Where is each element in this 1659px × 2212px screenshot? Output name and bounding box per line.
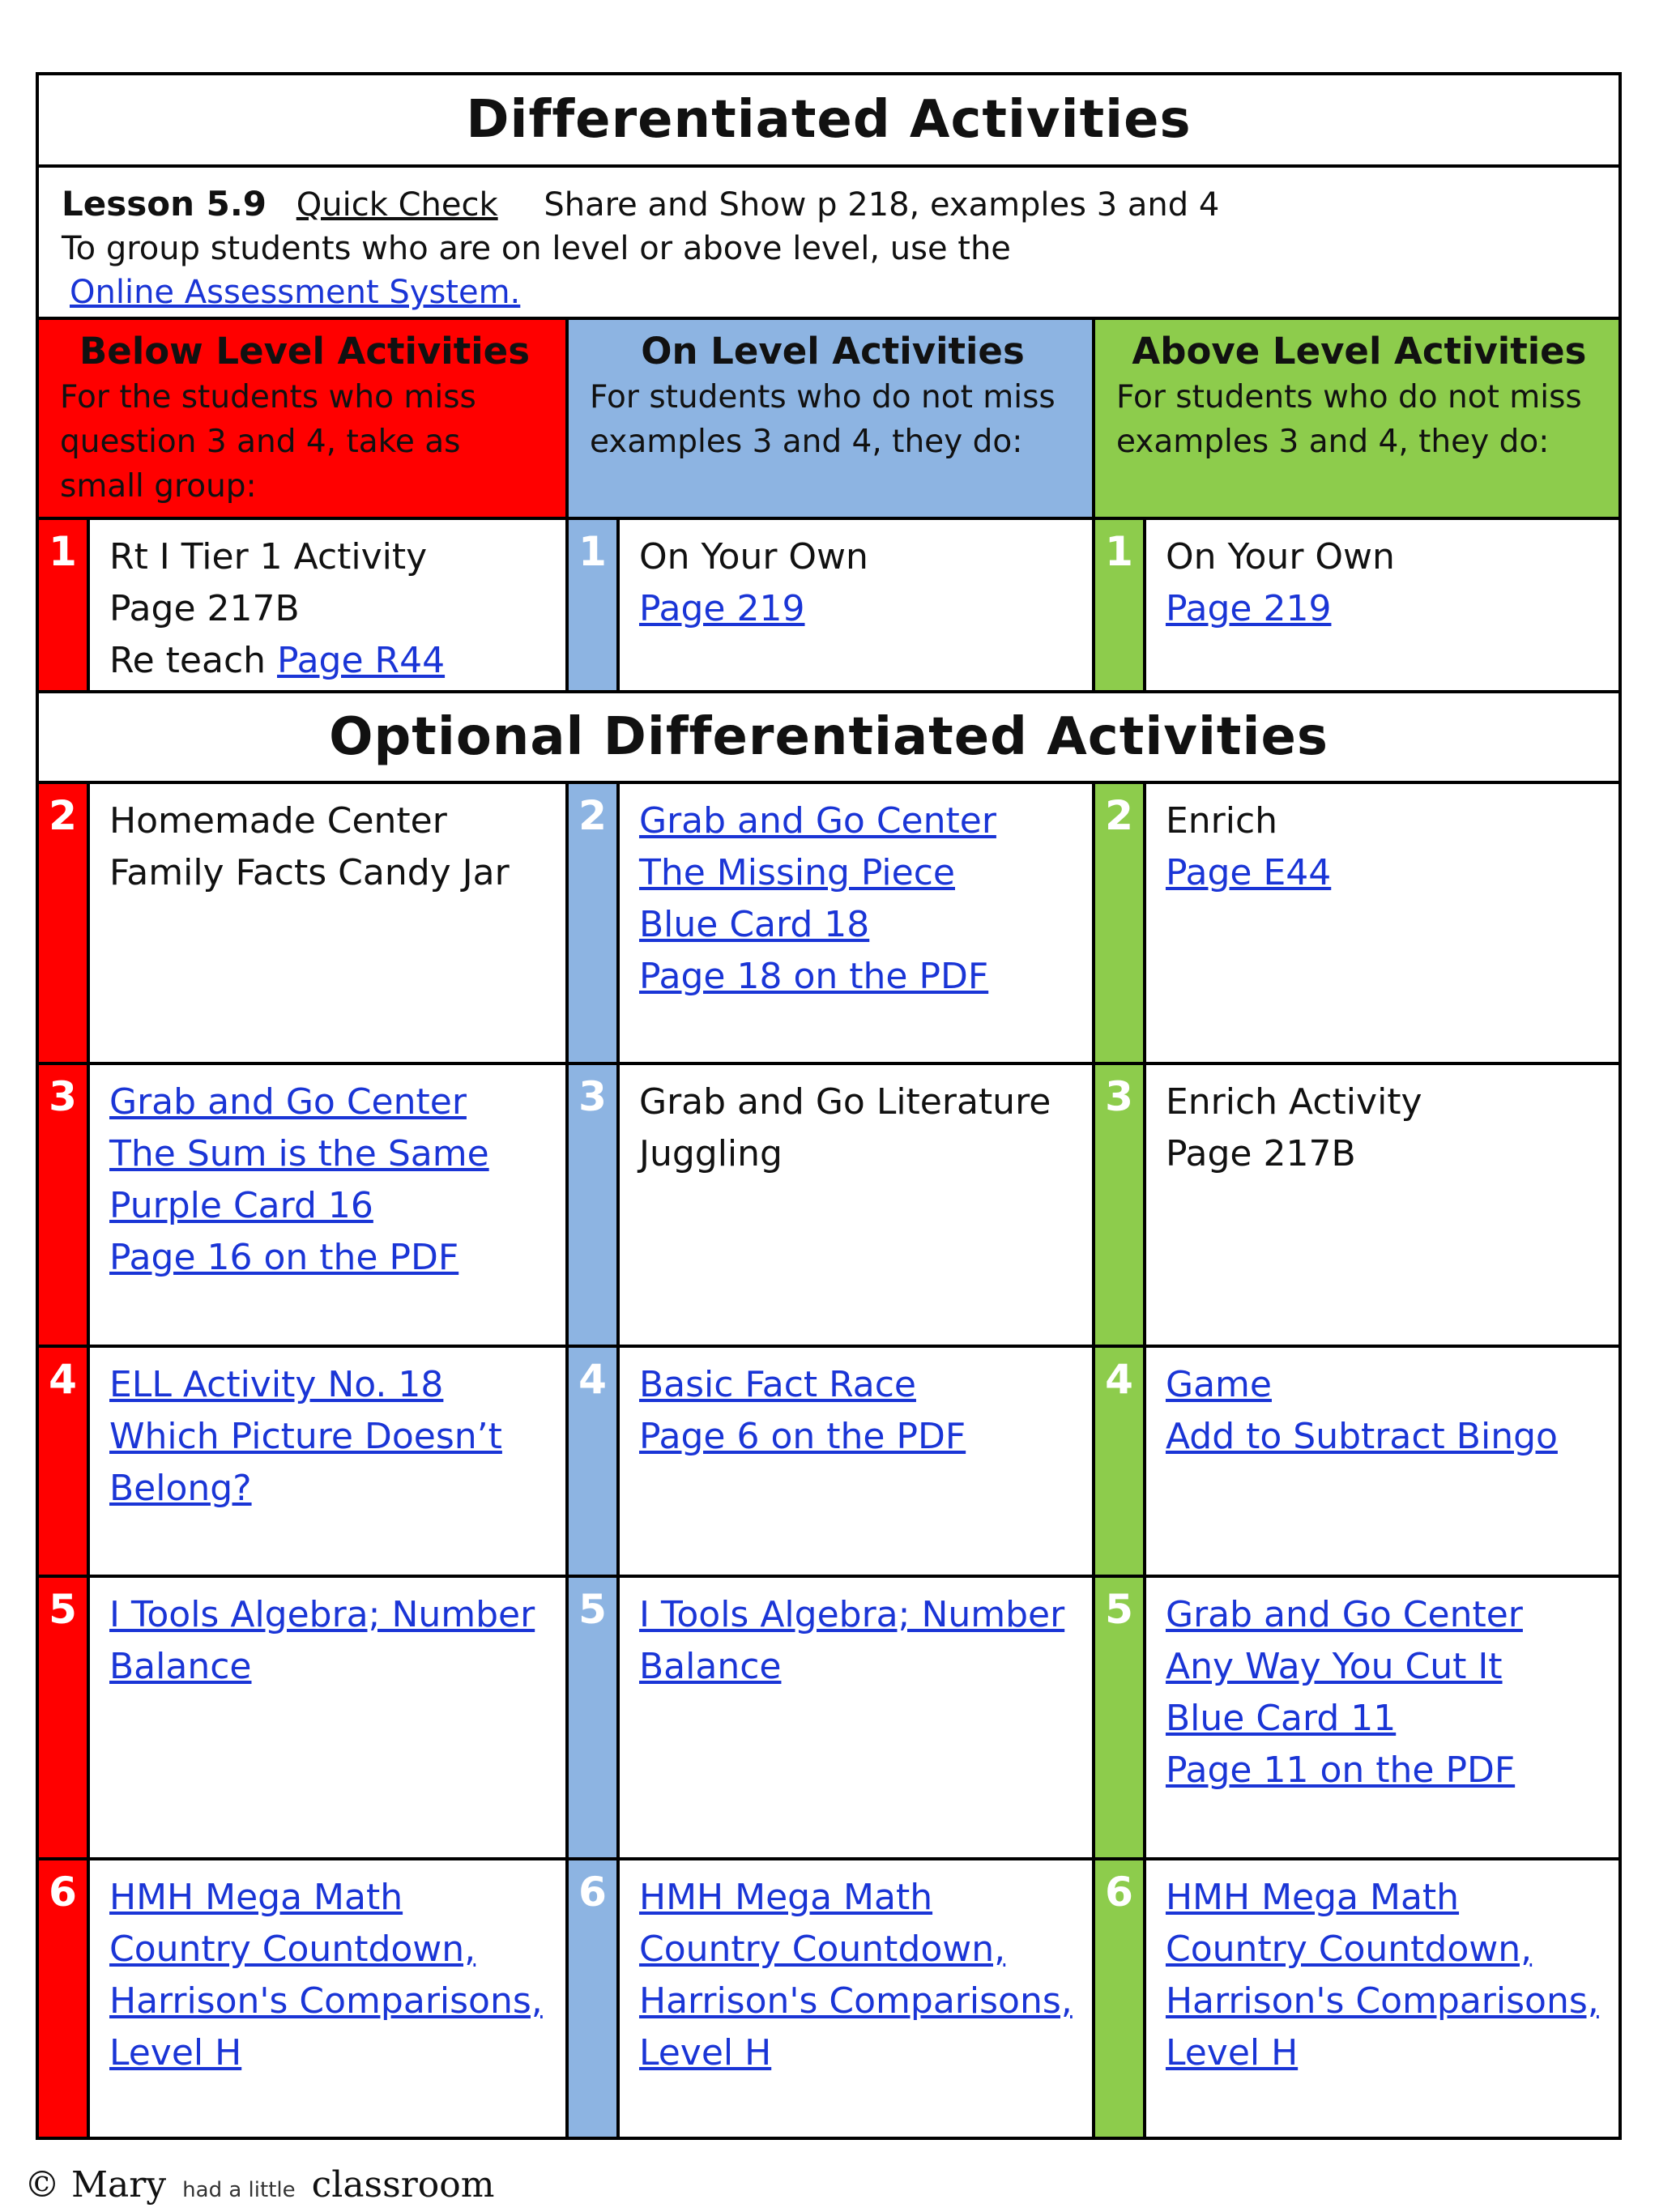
page-title: Differentiated Activities bbox=[39, 75, 1618, 168]
activity-line: Juggling bbox=[638, 1133, 783, 1174]
activity-link[interactable]: Country Countdown, bbox=[109, 1929, 476, 1970]
activity-link[interactable]: Belong? bbox=[109, 1468, 252, 1509]
activity-row-1 bbox=[39, 520, 1618, 693]
below-content-3 bbox=[90, 1065, 502, 1345]
activity-link[interactable]: I Tools Algebra; Number bbox=[638, 1594, 1065, 1635]
copyright-footer bbox=[24, 2164, 494, 2206]
on-level-desc: For students who do not miss examples 3 and 4, they do: bbox=[589, 379, 1056, 460]
above-content-6 bbox=[1146, 1860, 1612, 2137]
below-cell-2 bbox=[39, 784, 565, 1062]
below-level-desc: For the students who miss question 3 and 4, take as small group: bbox=[60, 379, 476, 505]
group-text: To group students who are on level or above level, use the bbox=[62, 230, 1011, 267]
row-number: 5 bbox=[1095, 1578, 1146, 1857]
row-number: 6 bbox=[1095, 1860, 1146, 2137]
activity-link[interactable]: Basic Fact Race bbox=[638, 1364, 916, 1405]
lesson-label: Lesson 5.9 bbox=[62, 184, 267, 224]
on-cell-6 bbox=[565, 1860, 1092, 2137]
activity-link[interactable]: Grab and Go Center bbox=[1165, 1594, 1523, 1635]
activity-line: Family Facts Candy Jar bbox=[109, 852, 510, 893]
row-number: 1 bbox=[39, 520, 90, 690]
row-number: 3 bbox=[39, 1065, 90, 1345]
reteach-link[interactable]: Page R44 bbox=[277, 640, 446, 681]
on-content-3 bbox=[620, 1065, 1064, 1345]
below-cell-1 bbox=[39, 520, 565, 690]
on-content-4 bbox=[620, 1348, 979, 1575]
activity-link[interactable]: The Missing Piece bbox=[638, 852, 955, 893]
below-level-title: Below Level Activities bbox=[79, 330, 530, 373]
row-number: 3 bbox=[569, 1065, 620, 1345]
above-content-2 bbox=[1146, 784, 1344, 1062]
activity-line bbox=[109, 635, 445, 687]
above-cell-4 bbox=[1092, 1348, 1618, 1575]
activity-link[interactable]: Harrison's Comparisons, bbox=[1165, 1980, 1599, 2022]
above-content-1 bbox=[1146, 520, 1408, 690]
activity-link[interactable]: Country Countdown, bbox=[1165, 1929, 1533, 1970]
below-cell-3 bbox=[39, 1065, 565, 1345]
activity-link[interactable]: HMH Mega Math bbox=[1165, 1877, 1460, 1918]
activity-link[interactable]: Game bbox=[1165, 1364, 1272, 1405]
row-number: 5 bbox=[39, 1578, 90, 1857]
activity-link[interactable]: HMH Mega Math bbox=[109, 1877, 403, 1918]
above-level-title: Above Level Activities bbox=[1132, 330, 1587, 373]
row-number: 3 bbox=[1095, 1065, 1146, 1345]
row-number: 2 bbox=[1095, 784, 1146, 1062]
below-cell-6 bbox=[39, 1860, 565, 2137]
footer-middle: had a little bbox=[182, 2178, 296, 2202]
on-cell-3 bbox=[565, 1065, 1092, 1345]
row-number: 5 bbox=[569, 1578, 620, 1857]
activity-link[interactable]: Page E44 bbox=[1165, 852, 1332, 893]
on-content-6 bbox=[620, 1860, 1085, 2137]
activity-link[interactable]: ELL Activity No. 18 bbox=[109, 1364, 444, 1405]
on-cell-5 bbox=[565, 1578, 1092, 1857]
activity-link[interactable]: Any Way You Cut It bbox=[1165, 1646, 1503, 1687]
below-cell-5 bbox=[39, 1578, 565, 1857]
activity-row-3 bbox=[39, 1065, 1618, 1348]
above-level-header bbox=[1092, 320, 1618, 517]
activity-link[interactable]: Blue Card 11 bbox=[1165, 1698, 1397, 1739]
on-content-2 bbox=[620, 784, 1009, 1062]
activity-link[interactable]: Page 11 on the PDF bbox=[1165, 1750, 1516, 1791]
above-level-desc: For students who do not miss examples 3 and 4, they do: bbox=[1115, 379, 1582, 460]
activity-link[interactable]: Add to Subtract Bingo bbox=[1165, 1416, 1558, 1457]
above-cell-1 bbox=[1092, 520, 1618, 690]
activity-line: Homemade Center bbox=[109, 800, 447, 842]
on-level-header bbox=[565, 320, 1092, 517]
activity-link[interactable]: Which Picture Doesn’t bbox=[109, 1416, 502, 1457]
activity-line: Rt I Tier 1 Activity bbox=[109, 536, 428, 578]
row-number: 6 bbox=[39, 1860, 90, 2137]
below-content-4 bbox=[90, 1348, 515, 1575]
quick-check-link[interactable]: Quick Check bbox=[296, 186, 498, 224]
on-content-1 bbox=[620, 520, 881, 690]
activity-link[interactable]: Level H bbox=[638, 2032, 772, 2073]
reteach-label: Re teach bbox=[109, 640, 278, 681]
activity-link[interactable]: Purple Card 16 bbox=[109, 1185, 373, 1226]
on-content-5 bbox=[620, 1578, 1077, 1857]
below-content-6 bbox=[90, 1860, 556, 2137]
online-assessment-link[interactable]: Online Assessment System. bbox=[70, 274, 521, 311]
activity-line: Page 217B bbox=[1165, 1133, 1356, 1174]
above-cell-6 bbox=[1092, 1860, 1618, 2137]
activity-link[interactable]: Harrison's Comparisons, bbox=[109, 1980, 543, 2022]
activity-link[interactable]: I Tools Algebra; Number bbox=[109, 1594, 535, 1635]
activity-row-5 bbox=[39, 1578, 1618, 1860]
activity-link[interactable]: The Sum is the Same bbox=[109, 1133, 489, 1174]
footer-prefix: © Mary bbox=[24, 2164, 167, 2206]
activity-link[interactable]: Grab and Go Center bbox=[109, 1081, 467, 1123]
activity-link[interactable]: Page 219 bbox=[1165, 588, 1332, 629]
share-show-text: Share and Show p 218, examples 3 and 4 bbox=[544, 186, 1220, 224]
below-cell-4 bbox=[39, 1348, 565, 1575]
row-number: 4 bbox=[1095, 1348, 1146, 1575]
activity-link[interactable]: Grab and Go Center bbox=[638, 800, 996, 842]
row-number: 6 bbox=[569, 1860, 620, 2137]
activity-link[interactable]: Level H bbox=[1165, 2032, 1299, 2073]
activity-link[interactable]: Balance bbox=[638, 1646, 782, 1687]
below-content-1 bbox=[90, 520, 458, 690]
on-cell-2 bbox=[565, 784, 1092, 1062]
activity-link[interactable]: Page 16 on the PDF bbox=[109, 1237, 459, 1278]
level-headers bbox=[39, 320, 1618, 520]
activity-link[interactable]: Blue Card 18 bbox=[638, 904, 870, 945]
row-number: 4 bbox=[39, 1348, 90, 1575]
on-cell-4 bbox=[565, 1348, 1092, 1575]
activity-link[interactable]: Page 6 on the PDF bbox=[638, 1416, 966, 1457]
row-number: 2 bbox=[39, 784, 90, 1062]
activity-link[interactable]: Harrison's Comparisons, bbox=[638, 1980, 1073, 2022]
activity-line: Page 217B bbox=[109, 588, 300, 629]
activity-row-4 bbox=[39, 1348, 1618, 1578]
activity-link[interactable]: Balance bbox=[109, 1646, 252, 1687]
activity-line: On Your Own bbox=[638, 536, 868, 578]
intro-block bbox=[39, 168, 1618, 320]
above-cell-5 bbox=[1092, 1578, 1618, 1857]
on-cell-1 bbox=[565, 520, 1092, 690]
activity-line: Enrich bbox=[1165, 800, 1278, 842]
above-cell-3 bbox=[1092, 1065, 1618, 1345]
row-number: 1 bbox=[1095, 520, 1146, 690]
activities-sheet bbox=[36, 72, 1622, 2140]
row-number: 1 bbox=[569, 520, 620, 690]
above-content-4 bbox=[1146, 1348, 1571, 1575]
activity-link[interactable]: Page 18 on the PDF bbox=[638, 956, 989, 997]
below-content-5 bbox=[90, 1578, 548, 1857]
activity-line: Enrich Activity bbox=[1165, 1081, 1422, 1123]
row-number: 4 bbox=[569, 1348, 620, 1575]
below-content-2 bbox=[90, 784, 522, 1062]
activity-link[interactable]: HMH Mega Math bbox=[638, 1877, 933, 1918]
activity-link[interactable]: Country Countdown, bbox=[638, 1929, 1006, 1970]
above-cell-2 bbox=[1092, 784, 1618, 1062]
below-level-header bbox=[39, 320, 565, 517]
above-content-5 bbox=[1146, 1578, 1536, 1857]
activity-link[interactable]: Page 219 bbox=[638, 588, 805, 629]
activity-row-2 bbox=[39, 784, 1618, 1065]
on-level-title: On Level Activities bbox=[641, 330, 1025, 373]
optional-title: Optional Differentiated Activities bbox=[39, 693, 1618, 784]
activity-line: On Your Own bbox=[1165, 536, 1395, 578]
above-content-3 bbox=[1146, 1065, 1435, 1345]
activity-row-6 bbox=[39, 1860, 1618, 2137]
activity-line: Grab and Go Literature bbox=[638, 1081, 1051, 1123]
activity-link[interactable]: Level H bbox=[109, 2032, 242, 2073]
row-number: 2 bbox=[569, 784, 620, 1062]
footer-suffix: classroom bbox=[311, 2164, 495, 2206]
